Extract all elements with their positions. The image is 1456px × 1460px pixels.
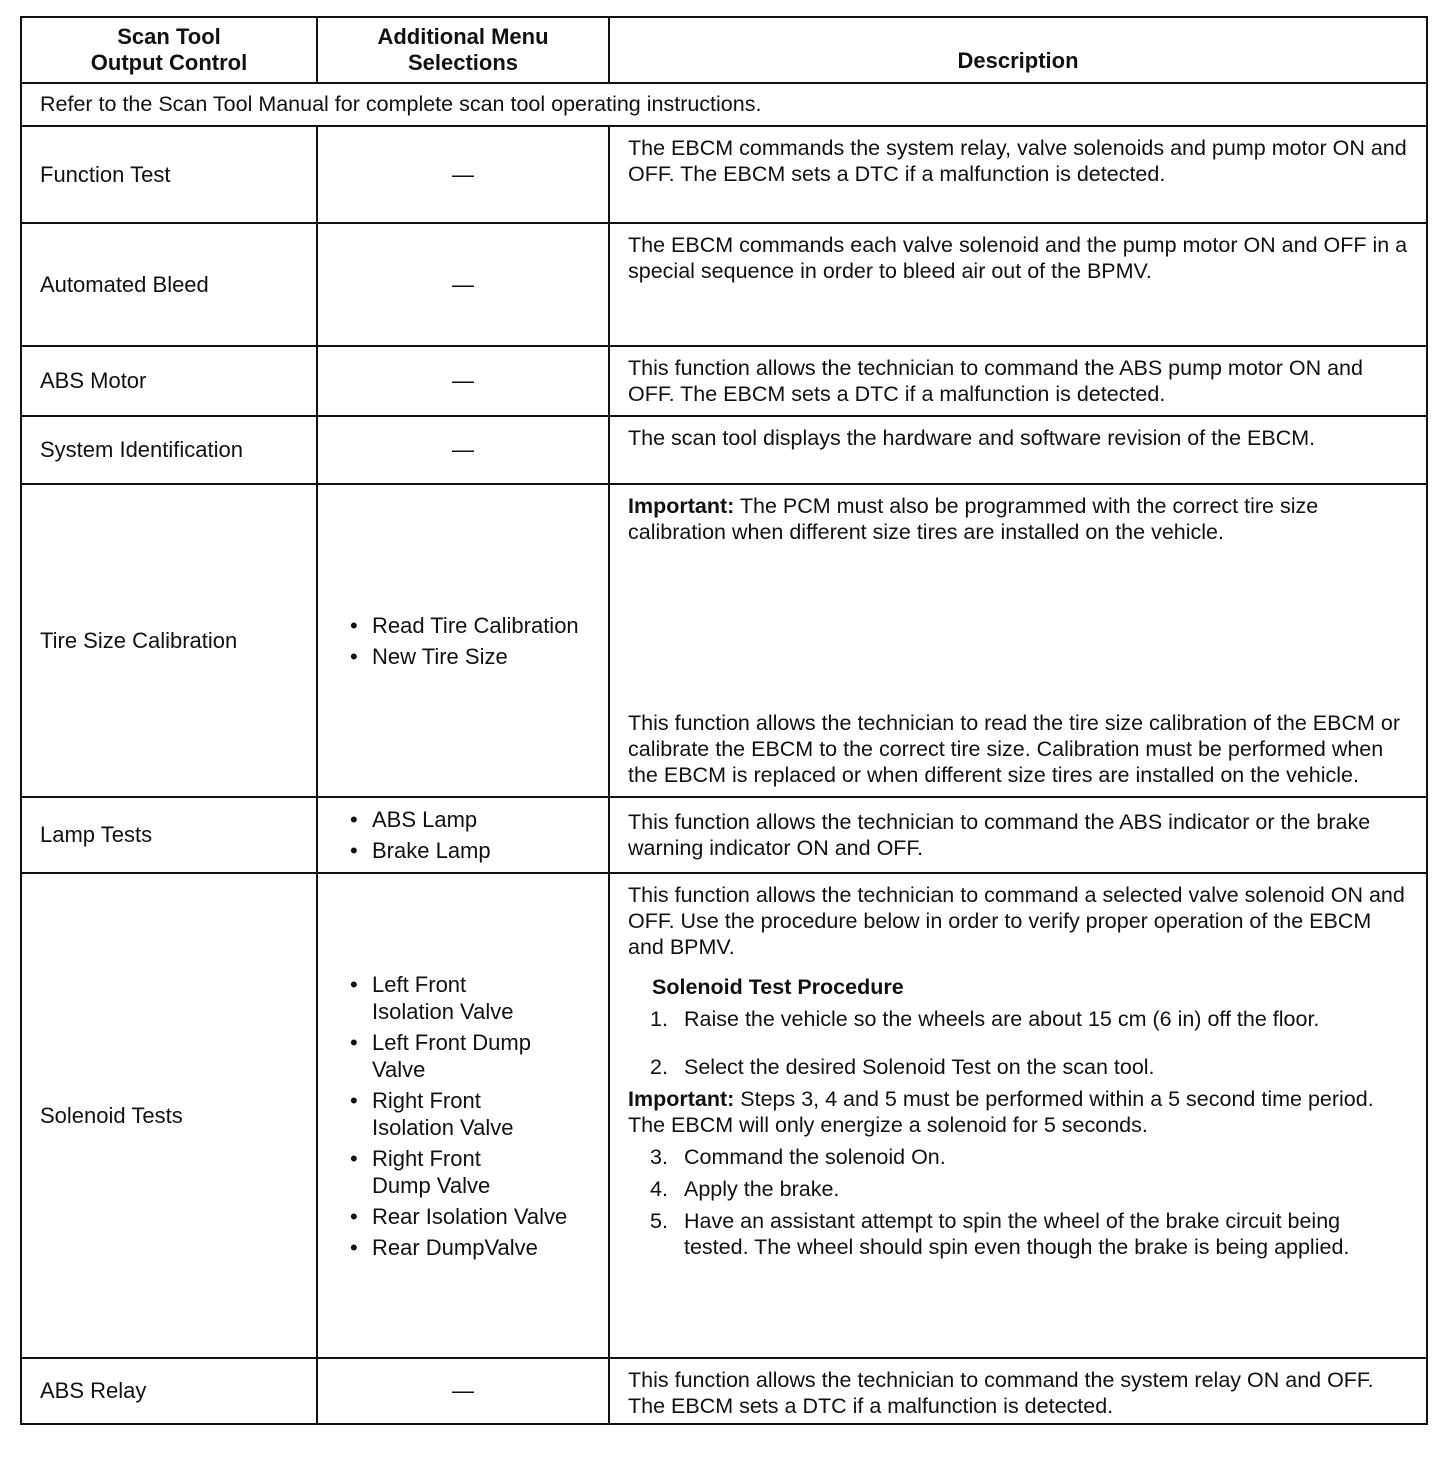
header-col2-line1: Additional Menu — [377, 24, 549, 49]
header-col2-line2: Selections — [407, 50, 519, 75]
header-scan-tool-output-control — [22, 18, 318, 82]
list-item: • ABS Lamp — [336, 806, 590, 833]
row-name: ABS Motor — [22, 347, 318, 415]
procedure-title: Solenoid Test Procedure — [652, 975, 904, 999]
menu-cell — [318, 417, 610, 483]
menu-list — [336, 802, 590, 868]
dash: — — [452, 271, 474, 297]
header-col1-line2: Output Control — [90, 50, 248, 75]
table-row-abs-relay — [22, 1359, 1426, 1423]
list-item: • Brake Lamp — [336, 837, 590, 864]
important-text: Steps 3, 4 and 5 must be performed within a 5 second time period. The EBCM will only energize a solenoid for 5 seconds. — [628, 1087, 1374, 1137]
table-row-automated-bleed — [22, 224, 1426, 347]
row-name: Automated Bleed — [22, 224, 318, 345]
note-row: Refer to the Scan Tool Manual for complete scan tool operating instructions. — [22, 84, 1426, 127]
row-name: ABS Relay — [22, 1359, 318, 1423]
list-item: • Left Front Isolation Valve — [336, 971, 542, 1025]
step-text: Command the solenoid On. — [684, 1145, 946, 1169]
step-text: Select the desired Solenoid Test on the scan tool. — [684, 1055, 1155, 1079]
menu-cell — [318, 347, 610, 415]
header-col3-label: Description — [957, 48, 1079, 73]
step-item — [628, 1176, 1408, 1202]
step-text: Raise the vehicle so the wheels are about 15 cm (6 in) off the floor. — [684, 1007, 1320, 1031]
menu-list — [336, 608, 590, 674]
important-label: Important: — [628, 1087, 735, 1111]
row-name: System Identification — [22, 417, 318, 483]
list-item: • Left Front Dump Valve — [336, 1029, 542, 1083]
list-item: • Rear Isolation Valve — [336, 1203, 590, 1230]
description-cell: The EBCM commands each valve solenoid and the pump motor ON and OFF in a special sequence in order to bleed air out of the BPMV. — [628, 233, 1408, 283]
intro-text: This function allows the technician to command a selected valve solenoid ON and OFF. Use the procedure below in order to verify proper operation of the EBCM and BPMV. — [628, 883, 1405, 959]
step-number: 4. — [650, 1177, 668, 1201]
list-item: • Read Tire Calibration — [336, 612, 590, 639]
step-item — [628, 1208, 1408, 1260]
description-cell: This function allows the technician to command the ABS pump motor ON and OFF. The EBCM sets a DTC if a malfunction is detected. — [628, 356, 1363, 406]
list-item: • Right Front Isolation Valve — [336, 1087, 542, 1141]
menu-list — [336, 967, 590, 1265]
row-name: Function Test — [22, 127, 318, 222]
important-label: Important: — [628, 494, 735, 518]
step-item — [628, 1006, 1408, 1032]
step-number: 1. — [650, 1007, 668, 1031]
important-text: The PCM must also be programmed with the correct tire size calibration when different size tires are installed on the vehicle. — [628, 494, 1319, 544]
menu-cell — [318, 485, 610, 796]
step-number: 3. — [650, 1145, 668, 1169]
description-cell — [610, 874, 1426, 1357]
dash: — — [452, 368, 474, 393]
step-number: 5. — [650, 1209, 668, 1233]
step-item — [628, 1144, 1408, 1170]
row-name: Tire Size Calibration — [22, 485, 318, 796]
description-text: This function allows the technician to read the tire size calibration of the EBCM or calibrate the EBCM to the correct tire size. Calibration must be performed when the EBCM is replaced or when different size tires are installed on the vehicle. — [628, 711, 1400, 787]
description-cell: The EBCM commands the system relay, valve solenoids and pump motor ON and OFF. The EBCM sets a DTC if a malfunction is detected. — [628, 136, 1407, 186]
table-row-function-test — [22, 127, 1426, 224]
list-item: • Rear DumpValve — [336, 1234, 590, 1261]
menu-cell — [318, 874, 610, 1357]
table-row-system-identification — [22, 417, 1426, 485]
description-cell — [610, 485, 1426, 796]
menu-cell — [318, 224, 610, 345]
table-row-abs-motor — [22, 347, 1426, 417]
scan-tool-output-control-table — [20, 16, 1428, 1425]
dash: — — [452, 437, 474, 462]
important-note — [628, 1086, 1408, 1138]
row-name: Lamp Tests — [22, 798, 318, 872]
table-row-tire-size-calibration — [22, 485, 1426, 798]
description-cell: The scan tool displays the hardware and software revision of the EBCM. — [628, 426, 1316, 450]
step-number: 2. — [650, 1055, 668, 1079]
dash: — — [452, 1378, 474, 1403]
table-row-solenoid-tests — [22, 874, 1426, 1359]
important-note — [628, 493, 1408, 545]
menu-cell — [318, 127, 610, 222]
table-row-lamp-tests — [22, 798, 1426, 874]
menu-cell — [318, 1359, 610, 1423]
procedure-steps — [628, 1006, 1408, 1080]
header-col1-line1: Scan Tool — [117, 24, 221, 49]
menu-cell — [318, 798, 610, 872]
header-additional-menu-selections — [318, 18, 610, 82]
description-cell: This function allows the technician to command the system relay ON and OFF. The EBCM sets a DTC if a malfunction is detected. — [628, 1368, 1374, 1418]
list-item: • New Tire Size — [336, 643, 590, 670]
list-item: • Right Front Dump Valve — [336, 1145, 542, 1199]
dash: — — [452, 161, 474, 187]
description-cell: This function allows the technician to command the ABS indicator or the brake warning indicator ON and OFF. — [628, 810, 1371, 860]
row-name: Solenoid Tests — [22, 874, 318, 1357]
procedure-steps — [628, 1144, 1408, 1260]
step-text: Have an assistant attempt to spin the wheel of the brake circuit being tested. The wheel should spin even though the brake is being applied. — [684, 1209, 1350, 1259]
header-description — [610, 18, 1426, 82]
step-text: Apply the brake. — [684, 1177, 840, 1201]
step-item — [628, 1054, 1408, 1080]
table-header-row — [22, 18, 1426, 84]
